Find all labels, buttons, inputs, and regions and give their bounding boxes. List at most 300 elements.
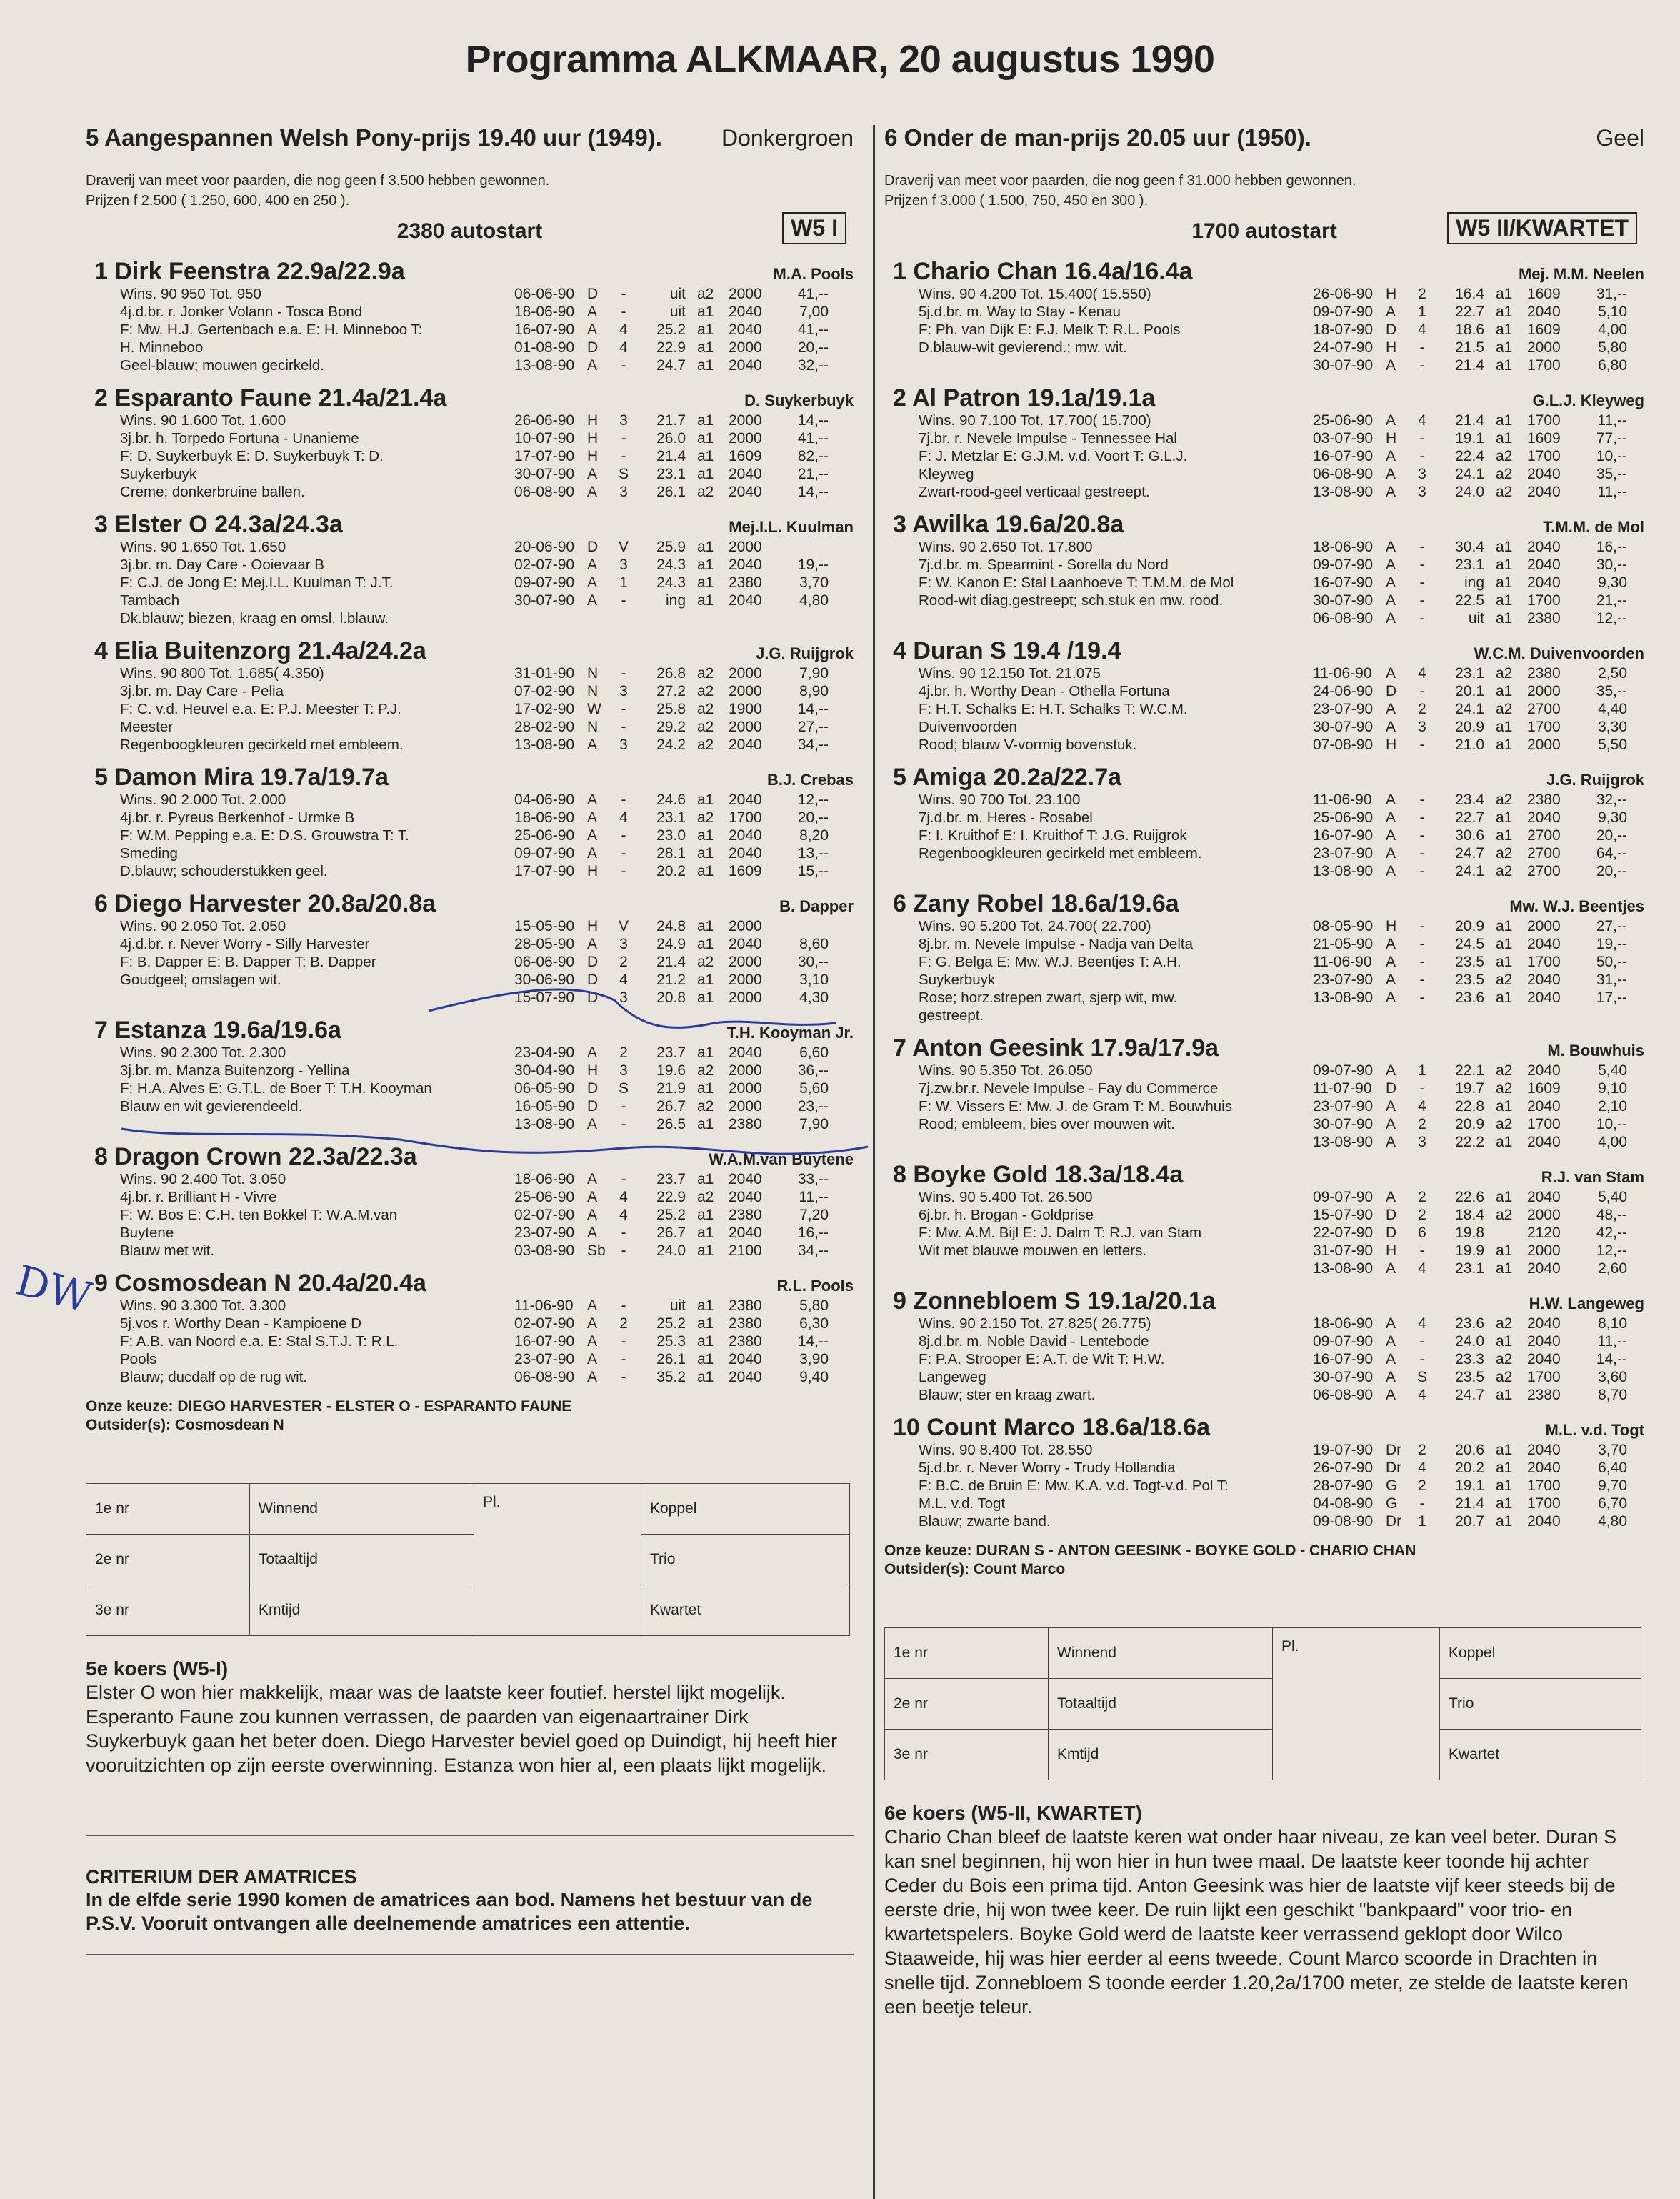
horse-name-row (884, 1286, 1644, 1315)
result-row (514, 321, 854, 339)
result-row (514, 1297, 854, 1315)
result-time: 23.3 (1455, 1351, 1484, 1367)
result-time: 20.2 (656, 863, 686, 879)
result-track: G (1386, 1495, 1398, 1512)
result-place: 6 (1418, 1225, 1426, 1241)
result-odds: 4,00 (1598, 1134, 1627, 1150)
result-place: - (1419, 448, 1425, 464)
result-track: H (587, 863, 599, 879)
result-class: a2 (1496, 1207, 1513, 1223)
result-distance: 2040 (729, 1225, 762, 1241)
form-place-label[interactable]: 3e nr (885, 1730, 1049, 1780)
result-time: 22.7 (1455, 809, 1484, 826)
result-class: a1 (697, 845, 714, 862)
result-place: 1 (1418, 304, 1426, 320)
result-row (514, 1170, 854, 1188)
result-time: 16.4 (1455, 286, 1484, 302)
horse-name-row (86, 1268, 854, 1297)
result-track: D (587, 539, 599, 555)
form-pl-label[interactable]: Pl. (474, 1484, 641, 1636)
result-track: A (1386, 539, 1396, 555)
result-track: A (1386, 1351, 1396, 1367)
result-place: - (621, 286, 626, 302)
result-date: 18-06-90 (514, 304, 575, 320)
result-class: a1 (697, 557, 714, 573)
result-place: 1 (1418, 1513, 1426, 1530)
horse-body (884, 285, 1644, 374)
result-date: 22-07-90 (1313, 1225, 1374, 1241)
result-track: A (587, 1116, 598, 1132)
result-place: - (1419, 1333, 1425, 1350)
form-row (86, 1484, 850, 1535)
form-field-label[interactable]: Totaaltijd (250, 1535, 474, 1585)
race-6-column (884, 125, 1644, 2019)
result-place: 4 (619, 339, 628, 356)
result-row (514, 935, 854, 953)
result-track: A (1386, 610, 1396, 627)
result-track: H (587, 448, 599, 464)
result-odds: 15,-- (797, 863, 829, 879)
result-row (514, 1332, 854, 1350)
form-bet-label[interactable]: Trio (1440, 1679, 1641, 1730)
result-time: 19.1 (1455, 1477, 1484, 1494)
horse-name: 8 Dragon Crown 22.3a/22.3a (94, 1143, 417, 1170)
result-time: 19.1 (1455, 430, 1484, 447)
result-place: 1 (619, 574, 628, 591)
result-time: 22.6 (1455, 1189, 1484, 1205)
form-pl-label[interactable]: Pl. (1273, 1628, 1440, 1780)
result-odds: 32,-- (797, 357, 829, 374)
result-place: 2 (619, 954, 628, 970)
result-distance: 2120 (1527, 1225, 1561, 1241)
result-date: 18-06-90 (1313, 1315, 1374, 1332)
result-date: 16-07-90 (1313, 827, 1374, 844)
result-odds: 8,20 (799, 827, 829, 844)
result-distance: 2000 (1527, 1242, 1561, 1259)
result-odds: 11,-- (799, 1189, 829, 1205)
horse-name: 2 Al Patron 19.1a/19.1a (893, 384, 1156, 412)
form-bet-label[interactable]: Koppel (641, 1484, 850, 1535)
result-distance: 2000 (729, 1080, 762, 1097)
form-bet-label[interactable]: Kwartet (1440, 1730, 1641, 1780)
result-distance: 2040 (1527, 1098, 1561, 1115)
horse-info: Wins. 90 1.650 Tot. 1.650 3j.br. m. Day Care - Ooievaar B F: C.J. de Jong E: Mej.I.L. Kuulman T: J.T. Tambach Dk.blauw; biezen, kraag en omsl. l.blauw. (120, 539, 394, 627)
result-class: a1 (1496, 1134, 1513, 1150)
result-track: A (1386, 719, 1396, 735)
result-distance: 2000 (729, 286, 762, 302)
outsider-line: Outsider(s): Cosmosdean N (86, 1417, 284, 1433)
result-track: Sb (587, 1242, 606, 1259)
result-track: A (587, 574, 598, 591)
result-place: - (1419, 792, 1425, 808)
result-odds: 21,-- (797, 466, 829, 482)
result-place: 3 (1418, 1134, 1426, 1150)
result-row (1313, 917, 1644, 935)
horse-entry (884, 636, 1644, 754)
result-odds: 8,70 (1598, 1387, 1627, 1403)
result-odds: 8,10 (1598, 1315, 1627, 1332)
form-place-label[interactable]: 1e nr (86, 1484, 250, 1535)
separator-rule (86, 1954, 854, 1955)
horse-body (884, 1062, 1644, 1151)
result-date: 03-07-90 (1313, 430, 1374, 447)
result-distance: 1609 (729, 448, 762, 464)
result-time: 26.8 (656, 665, 686, 682)
result-track: H (587, 430, 599, 447)
result-date: 25-06-90 (514, 1189, 575, 1205)
horse-name-row (884, 762, 1644, 791)
result-time: 26.0 (656, 430, 686, 447)
result-date: 06-08-90 (1313, 610, 1374, 627)
result-track: A (1386, 304, 1396, 320)
result-place: - (1419, 1080, 1425, 1097)
result-place: - (1419, 918, 1425, 934)
result-time: 24.1 (1455, 863, 1484, 879)
result-track: H (1386, 286, 1397, 302)
result-row (514, 917, 854, 935)
result-row (514, 1242, 854, 1260)
result-place: - (621, 1225, 626, 1241)
result-odds: 20,-- (1596, 863, 1627, 879)
result-distance: 2380 (1527, 665, 1561, 682)
result-place: - (621, 430, 626, 447)
result-odds: 27,-- (1596, 918, 1627, 934)
horse-body (884, 791, 1644, 880)
result-time: 24.8 (656, 918, 686, 934)
result-class: a2 (1496, 1062, 1513, 1079)
result-track: H (1386, 430, 1397, 447)
result-time: 24.7 (1455, 1387, 1484, 1403)
result-class: a1 (1496, 683, 1513, 699)
outsider-line: Outsider(s): Count Marco (884, 1561, 1066, 1577)
horse-name-row (884, 509, 1644, 538)
result-track: D (587, 339, 599, 356)
result-odds: 3,70 (1598, 1442, 1627, 1458)
horse-body (86, 1170, 854, 1260)
race-header (86, 125, 854, 169)
result-time: 19.8 (1455, 1225, 1484, 1241)
result-class: a1 (1496, 1513, 1513, 1530)
result-distance: 2380 (1527, 610, 1561, 627)
result-row (514, 1315, 854, 1332)
results-list (514, 1170, 854, 1260)
horse-entry (884, 1033, 1644, 1151)
result-distance: 2040 (1527, 1189, 1561, 1205)
result-distance: 2040 (1527, 1315, 1561, 1332)
result-time: 22.7 (1455, 304, 1484, 320)
result-track: A (1386, 1369, 1396, 1385)
result-distance: 2040 (729, 845, 762, 862)
result-odds: 77,-- (1596, 430, 1627, 447)
result-odds: 41,-- (797, 321, 829, 338)
result-time: 24.2 (656, 737, 686, 753)
result-row (514, 1206, 854, 1224)
results-list (514, 1044, 854, 1133)
result-distance: 2040 (729, 1351, 762, 1367)
horse-entry (884, 383, 1644, 501)
result-place: - (621, 1116, 626, 1132)
result-track: D (587, 989, 599, 1006)
result-track: D (587, 1080, 599, 1097)
result-odds: 3,70 (799, 574, 829, 591)
trainer-name: J.G. Ruijgrok (1546, 771, 1644, 789)
horse-info: Wins. 90 1.600 Tot. 1.600 3j.br. h. Torpedo Fortuna - Unanieme F: D. Suykerbuyk E: D. Suykerbuyk T: D. Suykerbuyk Creme; donkerbruine ballen. (120, 412, 384, 500)
result-time: ing (665, 592, 686, 609)
result-date: 25-06-90 (1313, 412, 1374, 429)
horse-name-row (884, 889, 1644, 917)
result-distance: 2380 (1527, 1387, 1561, 1403)
result-row (514, 447, 854, 465)
result-distance: 2380 (729, 1116, 762, 1132)
horse-name: 7 Anton Geesink 17.9a/17.9a (893, 1034, 1219, 1062)
result-odds: 34,-- (797, 1242, 829, 1259)
form-row (885, 1730, 1641, 1780)
result-row (1313, 1242, 1644, 1260)
result-time: 20.1 (1455, 683, 1484, 699)
result-track: Dr (1386, 1460, 1402, 1476)
result-row (514, 989, 854, 1007)
result-odds: 9,30 (1598, 574, 1627, 591)
result-date: 13-08-90 (514, 1116, 575, 1132)
result-distance: 2000 (1527, 918, 1561, 934)
result-place: - (621, 1171, 626, 1187)
result-time: 28.1 (656, 845, 686, 862)
horse-entry (884, 1160, 1644, 1277)
result-class: a1 (1496, 286, 1513, 302)
form-field-label[interactable]: Winnend (250, 1484, 474, 1535)
result-track: A (1386, 484, 1396, 500)
form-field-label[interactable]: Kmtijd (250, 1585, 474, 1636)
result-track: A (1386, 1260, 1396, 1277)
result-odds: 6,30 (799, 1315, 829, 1332)
result-date: 26-06-90 (514, 412, 575, 429)
form-place-label[interactable]: 2e nr (86, 1535, 250, 1585)
form-place-label[interactable]: 1e nr (885, 1628, 1049, 1679)
result-class: a2 (1496, 665, 1513, 682)
result-odds: 12,-- (1596, 610, 1627, 627)
result-place: - (1419, 1242, 1425, 1259)
result-date: 06-06-90 (514, 286, 575, 302)
result-time: 27.2 (656, 683, 686, 699)
horse-info: Wins. 90 2.150 Tot. 27.825( 26.775) 8j.d.br. m. Noble David - Lentebode F: P.A. Strooper E: A.T. de Wit T: H.W. Langeweg Blauw; ster en kraag zwart. (919, 1315, 1165, 1403)
result-row (514, 1044, 854, 1062)
form-field-label[interactable]: Totaaltijd (1049, 1679, 1273, 1730)
result-class: a2 (1496, 484, 1513, 500)
result-row (514, 971, 854, 989)
result-date: 07-08-90 (1313, 737, 1374, 753)
result-distance: 2100 (729, 1242, 762, 1259)
result-row (1313, 1332, 1644, 1350)
trainer-name: Mej. M.M. Neelen (1518, 265, 1644, 283)
result-place: 4 (1418, 1315, 1426, 1332)
result-track: A (1386, 845, 1396, 862)
form-bet-label[interactable]: Trio (641, 1535, 850, 1585)
form-place-label[interactable]: 2e nr (885, 1679, 1049, 1730)
result-distance: 1700 (1527, 357, 1561, 374)
horse-info: Wins. 90 700 Tot. 23.100 7j.d.br. m. Heres - Rosabel F: I. Kruithof E: I. Kruithof T: J.G. Ruijgrok Regenboogkleuren gecirkeld met embleem. (919, 792, 1202, 862)
result-row (1313, 989, 1644, 1007)
result-place: - (621, 592, 626, 609)
result-class: a1 (1496, 918, 1513, 934)
result-row (514, 1350, 854, 1368)
result-odds: 12,-- (797, 792, 829, 808)
trainer-name: M.L. v.d. Togt (1545, 1421, 1644, 1439)
result-class: a1 (697, 412, 714, 429)
result-place: - (1419, 357, 1425, 374)
result-time: 25.2 (656, 1315, 686, 1332)
result-class: a1 (1496, 574, 1513, 591)
race-conditions: Draverij van meet voor paarden, die nog geen f 31.000 hebben gewonnen. (884, 173, 1356, 189)
result-row (514, 700, 854, 718)
result-place: 2 (1418, 1477, 1426, 1494)
result-odds: 14,-- (797, 1333, 829, 1350)
result-date: 09-07-90 (1313, 1333, 1374, 1350)
horse-info: Wins. 90 5.350 Tot. 26.050 7j.zw.br.r. Nevele Impulse - Fay du Commerce F: W. Vissers E: Mw. J. de Gram T: M. Bouwhuis Rood; embleem, bies over mouwen wit. (919, 1062, 1232, 1132)
result-distance: 2040 (1527, 466, 1561, 482)
form-field-label[interactable]: Kmtijd (1049, 1730, 1273, 1780)
horse-info: Wins. 90 5.400 Tot. 26.500 6j.br. h. Brogan - Goldprise F: Mw. A.M. Bijl E: J. Dalm T: R.J. van Stam Wit met blauwe mouwen en letters. (919, 1189, 1202, 1259)
result-class: a2 (697, 286, 714, 302)
result-track: H (1386, 918, 1397, 934)
result-track: W (587, 701, 601, 717)
form-row (885, 1679, 1641, 1730)
result-time: 24.1 (1455, 466, 1484, 482)
result-time: 21.4 (1455, 357, 1484, 374)
result-date: 13-08-90 (1313, 484, 1374, 500)
start-line (86, 212, 854, 248)
results-list (1313, 1441, 1644, 1530)
horse-body (884, 1315, 1644, 1404)
choice-line: Onze keuze: DURAN S - ANTON GEESINK - BOYKE GOLD - CHARIO CHAN (884, 1542, 1416, 1559)
horse-name-row (86, 762, 854, 791)
race-color: Geel (1596, 125, 1644, 151)
horse-name: 5 Amiga 20.2a/22.7a (893, 764, 1122, 791)
result-class: a1 (697, 863, 714, 879)
result-time: 26.1 (656, 484, 686, 500)
form-bet-label[interactable]: Kwartet (641, 1585, 850, 1636)
result-time: 23.5 (1455, 1369, 1484, 1385)
result-odds: 64,-- (1596, 845, 1627, 862)
result-class: a1 (697, 1080, 714, 1097)
form-field-label[interactable]: Winnend (1049, 1628, 1273, 1679)
result-row (514, 1368, 854, 1386)
result-odds: 7,90 (799, 1116, 829, 1132)
horse-info: Wins. 90 12.150 Tot. 21.075 4j.br. h. Worthy Dean - Othella Fortuna F: H.T. Schalks E: H.T. Schalks T: W.C.M. Duivenvoorden Rood; blauw V-vormig bovenstuk. (919, 665, 1188, 753)
horse-entry (884, 256, 1644, 374)
result-distance: 2000 (1527, 1207, 1561, 1223)
result-date: 30-07-90 (514, 466, 575, 482)
results-list (514, 1297, 854, 1386)
result-row (1313, 862, 1644, 880)
result-row (514, 356, 854, 374)
form-bet-label[interactable]: Koppel (1440, 1628, 1641, 1679)
result-class: a1 (1496, 1442, 1513, 1458)
result-time: 21.7 (656, 412, 686, 429)
trainer-name: R.J. van Stam (1541, 1168, 1644, 1186)
horse-name: 1 Dirk Feenstra 22.9a/22.9a (94, 258, 405, 285)
trainer-name: J.G. Ruijgrok (756, 644, 854, 662)
result-track: Dr (1386, 1513, 1402, 1530)
result-odds: 21,-- (1596, 592, 1627, 609)
result-class: a1 (1496, 827, 1513, 844)
result-track: A (1386, 357, 1396, 374)
horse-info: Wins. 90 800 Tot. 1.685( 4.350) 3j.br. m. Day Care - Pelia F: C. v.d. Heuvel e.a. E: P.J. Meester T: P.J. Meester Regenboogkleuren gecirkeld met embleem. (120, 665, 404, 753)
trainer-name: R.L. Pools (776, 1277, 854, 1295)
result-odds: 4,00 (1598, 321, 1627, 338)
result-place: 2 (1418, 1116, 1426, 1132)
result-distance: 1609 (1527, 430, 1561, 447)
result-odds: 7,20 (799, 1207, 829, 1223)
result-date: 11-06-90 (1313, 792, 1372, 808)
result-odds (779, 917, 829, 935)
horse-name-row (884, 1160, 1644, 1188)
result-date: 31-07-90 (1313, 1242, 1374, 1259)
result-class: a1 (1496, 557, 1513, 573)
result-class: a2 (697, 809, 714, 826)
result-time: 22.9 (656, 339, 686, 356)
result-class: a1 (697, 1044, 714, 1061)
result-odds: 42,-- (1596, 1225, 1627, 1241)
result-track: A (587, 1225, 598, 1241)
result-odds: 34,-- (797, 737, 829, 753)
result-row (1313, 538, 1644, 556)
result-time: 21.4 (656, 448, 686, 464)
horse-body (86, 791, 854, 880)
result-date: 04-06-90 (514, 792, 575, 808)
result-class: a1 (1496, 1242, 1513, 1259)
result-place: - (621, 357, 626, 374)
result-odds: 11,-- (1597, 484, 1627, 500)
result-date: 30-07-90 (1313, 1116, 1374, 1132)
result-track: H (587, 412, 599, 429)
result-class: a1 (697, 466, 714, 482)
result-odds: 4,80 (1598, 1513, 1627, 1530)
form-place-label[interactable]: 3e nr (86, 1585, 250, 1636)
result-distance: 2040 (729, 357, 762, 374)
result-odds: 3,10 (799, 972, 829, 988)
result-time: 24.9 (656, 936, 686, 952)
result-row (1313, 682, 1644, 700)
result-date: 23-04-90 (514, 1044, 575, 1061)
result-distance: 2000 (729, 918, 762, 934)
result-row (1313, 664, 1644, 682)
result-date: 06-08-90 (1313, 466, 1374, 482)
results-list (514, 285, 854, 374)
result-odds: 5,40 (1598, 1189, 1627, 1205)
result-distance: 2040 (729, 304, 762, 320)
result-track: D (1386, 1207, 1397, 1223)
result-odds: 35,-- (1596, 466, 1627, 482)
result-distance: 2040 (729, 321, 762, 338)
horse-body (884, 664, 1644, 754)
result-place: - (621, 792, 626, 808)
comment-title: 5e koers (W5-I) (86, 1657, 229, 1680)
result-place: 4 (619, 1207, 628, 1223)
result-class: a2 (1496, 792, 1513, 808)
result-date: 13-08-90 (1313, 1134, 1374, 1150)
result-place: - (1419, 1495, 1425, 1512)
result-odds: 2,60 (1598, 1260, 1627, 1277)
result-date: 30-07-90 (514, 592, 575, 609)
result-distance: 2040 (1527, 809, 1561, 826)
result-date: 09-07-90 (1313, 557, 1374, 573)
result-distance: 2040 (1527, 972, 1561, 988)
result-date: 16-07-90 (514, 321, 575, 338)
result-date: 26-06-90 (1313, 286, 1374, 302)
result-place: 2 (1418, 286, 1426, 302)
result-class: a1 (697, 827, 714, 844)
result-odds: 19,-- (1596, 936, 1627, 952)
